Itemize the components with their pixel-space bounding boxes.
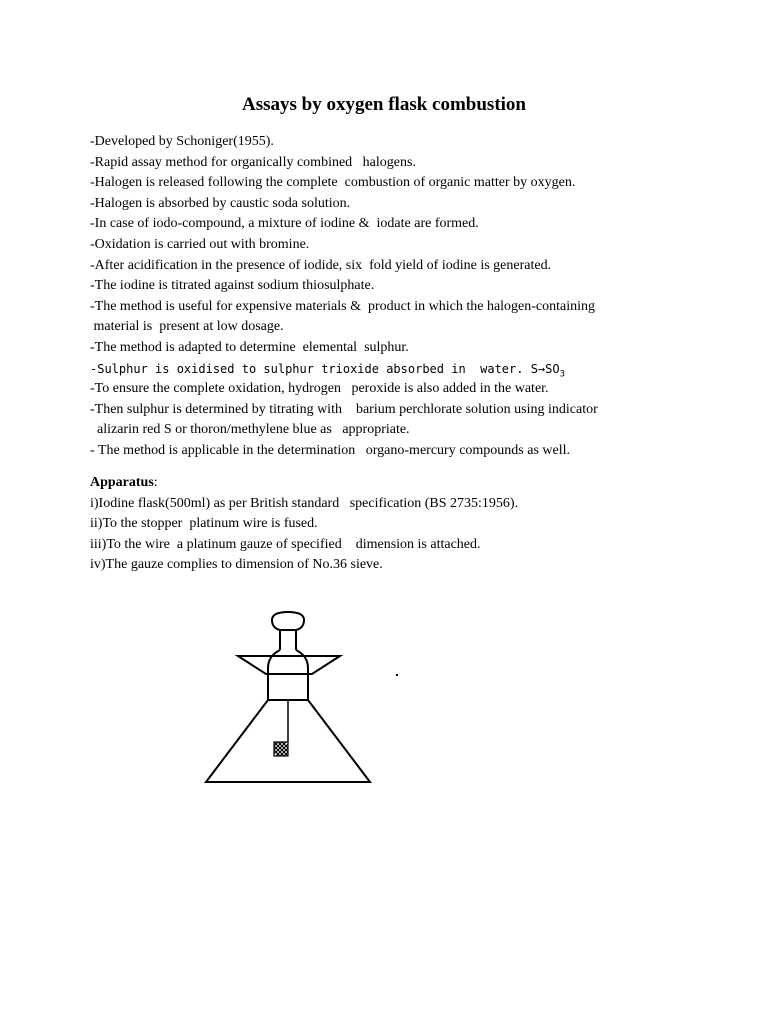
note-line: -Oxidation is carried out with bromine.: [90, 236, 310, 252]
note-line: -In case of iodo-compound, a mixture of iodine & iodate are formed.: [90, 216, 479, 232]
stray-dot: [396, 674, 398, 676]
note-line: -Then sulphur is determined by titrating with barium perchlorate solution using indicator: [90, 401, 598, 417]
apparatus-item: iv)The gauze complies to dimension of No.36 sieve.: [90, 557, 383, 573]
iodine-flask-icon: [200, 610, 380, 790]
sulphur-note-subscript: 3: [559, 368, 566, 379]
page-title: Assays by oxygen flask combustion: [242, 94, 526, 115]
note-line: -The method is adapted to determine elemental sulphur.: [90, 339, 409, 355]
stopper-head: [272, 612, 304, 630]
note-line: -To ensure the complete oxidation, hydrogen peroxide is also added in the water.: [90, 381, 549, 397]
stopper-stem: [280, 630, 296, 650]
funnel-cup: [238, 656, 340, 674]
note-line: -Developed by Schoniger(1955).: [90, 134, 274, 149]
apparatus-heading-colon: :: [153, 475, 158, 490]
note-line: -Rapid assay method for organically combined halogens.: [90, 154, 416, 170]
apparatus-heading: [90, 473, 710, 494]
apparatus-item: i)Iodine flask(500ml) as per British standard specification (BS 2735:1956).: [90, 495, 519, 511]
sulphur-note-line: [90, 359, 710, 380]
sulphur-note-text: -Sulphur is oxidised to sulphur trioxide absorbed in water. S→SO: [90, 361, 560, 376]
note-line: material is present at low dosage.: [90, 319, 284, 335]
apparatus-item: iii)To the wire a platinum gauze of specified dimension is attached.: [90, 536, 481, 552]
note-line: -Halogen is absorbed by caustic soda solution.: [90, 195, 351, 211]
apparatus-heading-label: Apparatus: [90, 475, 154, 490]
platinum-gauze: [274, 742, 288, 756]
note-line: -The iodine is titrated against sodium thiosulphate.: [90, 278, 375, 294]
note-line: - The method is applicable in the determination organo-mercury compounds as well.: [90, 442, 571, 458]
note-line: -The method is useful for expensive materials & product in which the halogen-containing: [90, 298, 596, 314]
apparatus-list: [90, 494, 710, 576]
notes-list: [90, 132, 710, 462]
note-line: -After acidification in the presence of iodide, six fold yield of iodine is generated.: [90, 257, 552, 273]
note-line: -Halogen is released following the complete combustion of organic matter by oxygen.: [90, 175, 576, 191]
apparatus-section: [90, 473, 710, 576]
apparatus-item: ii)To the stopper platinum wire is fused.: [90, 516, 318, 532]
note-line: alizarin red S or thoron/methylene blue as appropriate.: [90, 422, 410, 438]
